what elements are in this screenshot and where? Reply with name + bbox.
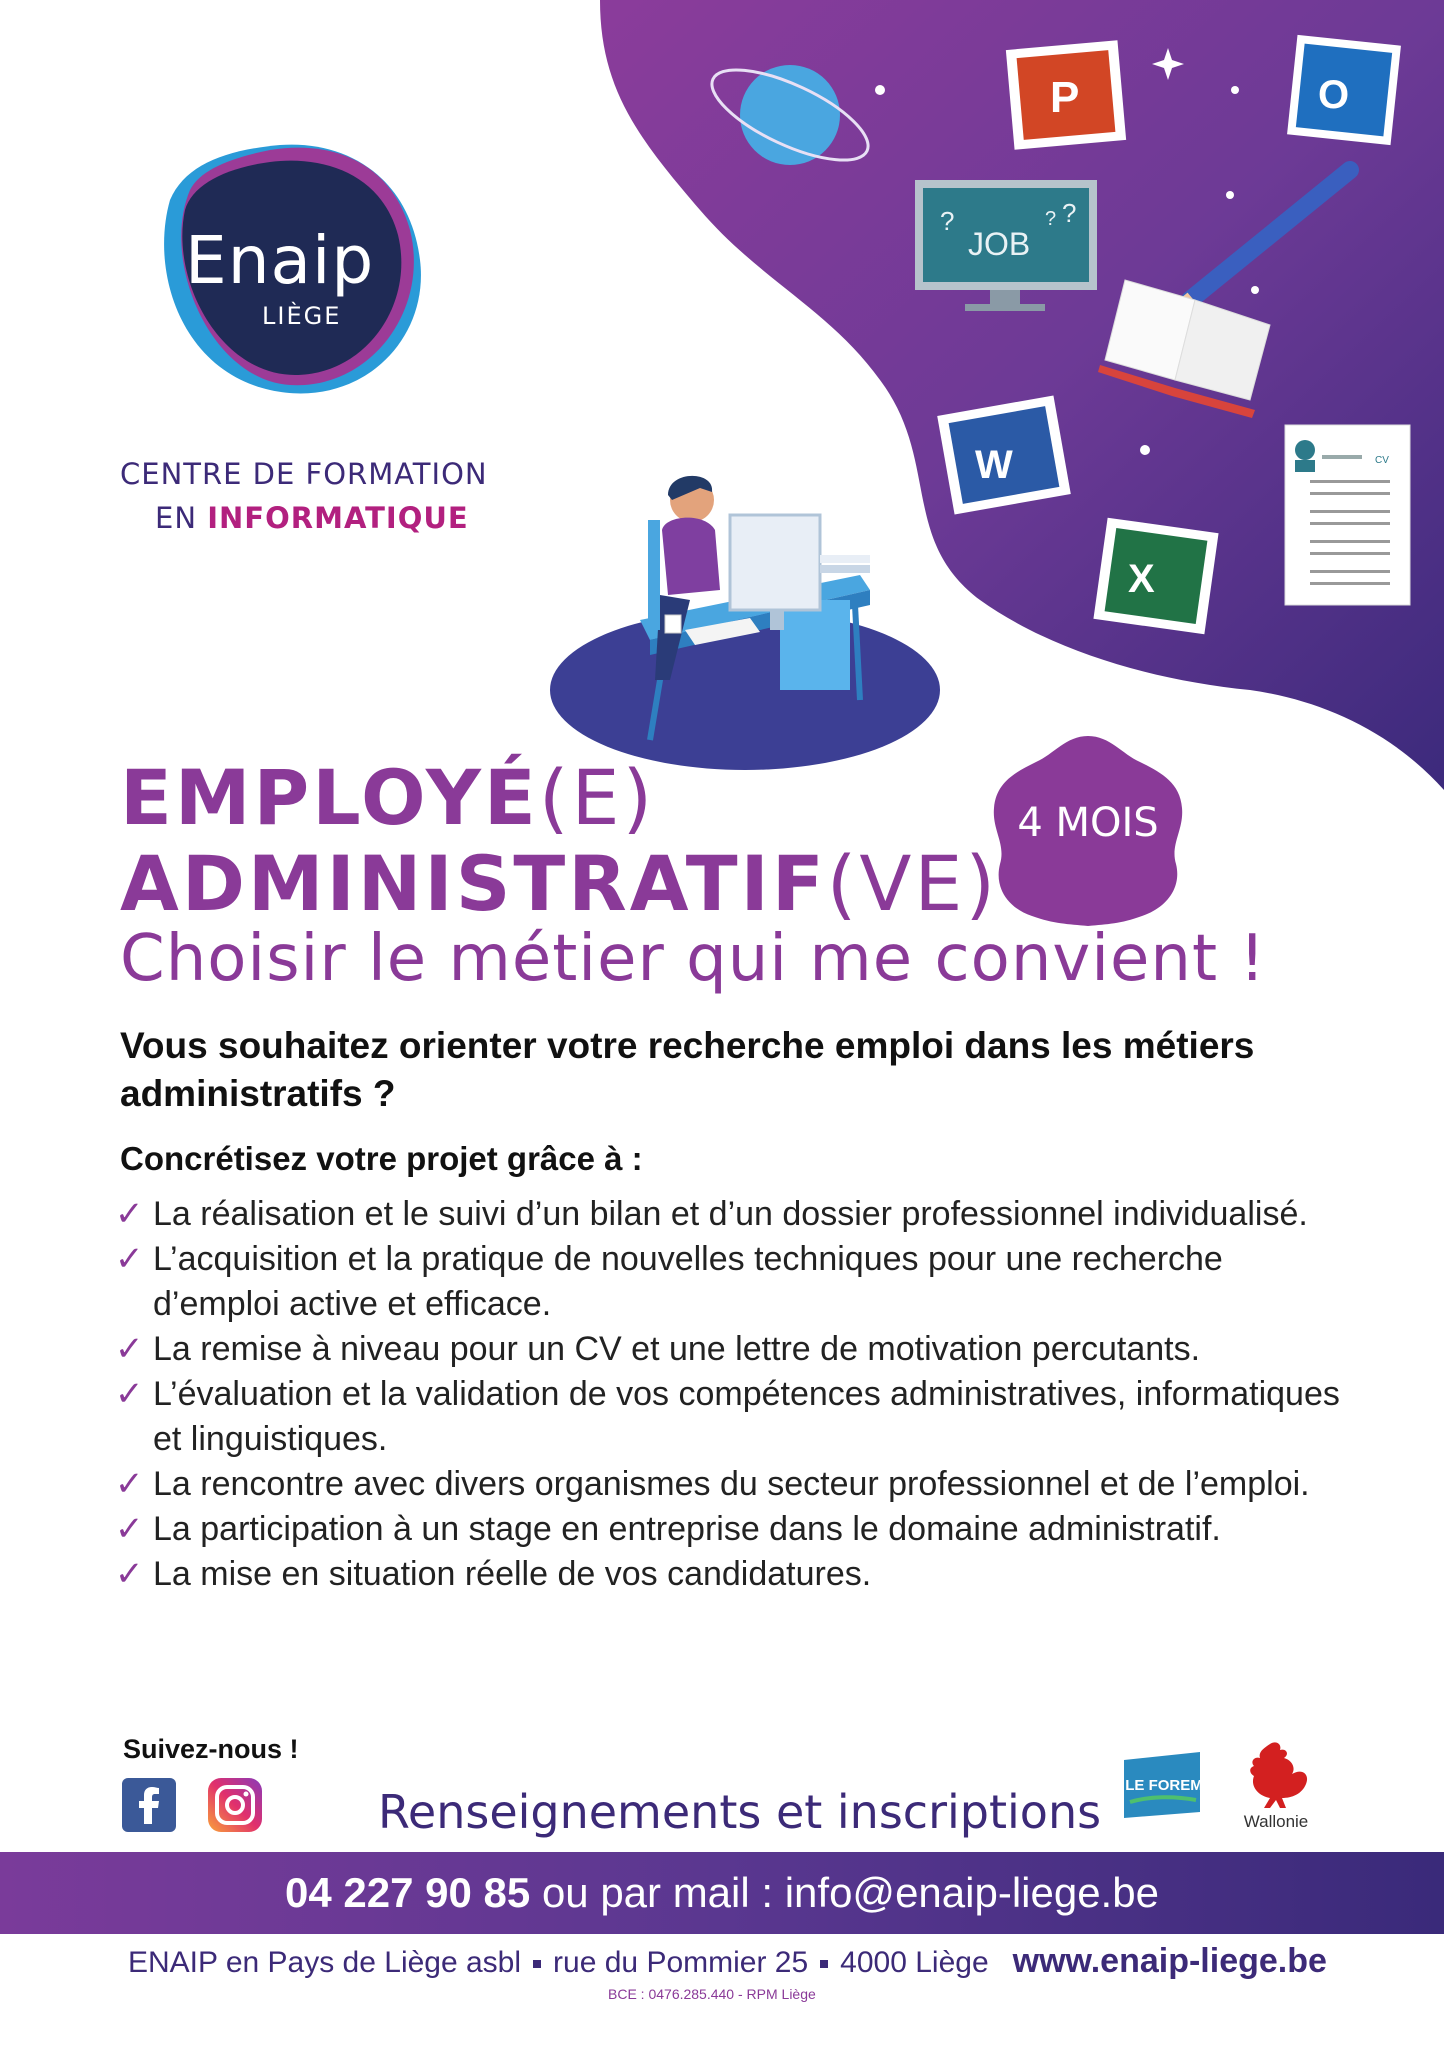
info-heading: Renseignements et inscriptions [378, 1785, 1102, 1839]
svg-text:CV: CV [1375, 455, 1389, 466]
list-item: ✓ La remise à niveau pour un CV et une lettre de motivation percutants. [115, 1327, 1355, 1372]
page-subtitle: Choisir le métier qui me convient ! [120, 922, 1267, 996]
rooster-icon [1240, 1738, 1312, 1812]
checkmark-icon: ✓ [115, 1195, 144, 1233]
duration-badge-text: 4 MOIS [1017, 800, 1159, 846]
outlook-icon [1287, 35, 1401, 145]
title-line1 [120, 755, 1069, 841]
checkmark-icon: ✓ [115, 1465, 144, 1503]
list-item: ✓ La réalisation et le suivi d’un bilan et d’un dossier professionnel individualisé. [115, 1192, 1355, 1237]
separator-dot [820, 1960, 828, 1968]
footer-org: ENAIP en Pays de Liège asbl [128, 1946, 522, 1979]
checkmark-icon: ✓ [115, 1510, 144, 1548]
person-at-desk-illustration [550, 476, 940, 770]
footer-street: rue du Pommier 25 [553, 1946, 809, 1979]
list-item: ✓ La participation à un stage en entreprise dans le domaine administratif. [115, 1507, 1355, 1552]
forem-label: LE FOREM [1125, 1777, 1203, 1794]
footer-address [128, 1942, 1327, 1981]
list-item: ✓ La mise en situation réelle de vos candidatures. [115, 1552, 1355, 1597]
svg-text:?: ? [940, 206, 955, 236]
logo-city: LIÈGE [262, 302, 342, 330]
intro-question: Vous souhaitez orienter votre recherche emploi dans les métiers administratifs ? [120, 1025, 1255, 1114]
word-icon [937, 396, 1071, 515]
bce-number: BCE : 0476.285.440 - RPM Liège [608, 1986, 816, 2002]
logo-wordmark: Enaip [185, 222, 375, 299]
title-line1-suffix: (E) [538, 753, 656, 842]
follow-us-label: Suivez-nous ! [123, 1734, 299, 1764]
checkmark-icon: ✓ [115, 1555, 144, 1593]
svg-text:W: W [975, 443, 1013, 487]
phone-number[interactable]: 04 227 90 85 [285, 1869, 531, 1916]
svg-text:X: X [1128, 557, 1155, 601]
svg-text:O: O [1318, 73, 1350, 117]
wallonie-label: Wallonie [1243, 1812, 1309, 1831]
list-item: ✓ L’acquisition et la pratique de nouvelles techniques pour une recherche d’emploi active et efficace. [115, 1237, 1355, 1327]
separator-dot [533, 1960, 541, 1968]
cv-document-icon [1285, 425, 1410, 605]
tagline-accent: INFORMATIQUE [207, 501, 469, 535]
list-item: ✓ L’évaluation et la validation de vos compétences administratives, informatiques et linguistiques. [115, 1372, 1355, 1462]
instagram-icon[interactable] [208, 1778, 262, 1832]
logo-tagline [120, 452, 488, 540]
title-line2-suffix: (VE) ? [826, 839, 1069, 928]
tagline-prefix: EN [155, 501, 198, 535]
page-title [120, 755, 1069, 927]
checkmark-icon: ✓ [115, 1240, 144, 1278]
svg-text:JOB: JOB [968, 226, 1031, 262]
checkmark-icon: ✓ [115, 1330, 144, 1368]
benefits-list [115, 1192, 1355, 1597]
email-link[interactable]: info@enaip-liege.be [784, 1869, 1159, 1916]
tagline-line2 [120, 496, 488, 540]
svg-text:?: ? [1045, 208, 1057, 230]
tagline-line1: CENTRE DE FORMATION [120, 457, 488, 491]
website-link[interactable]: www.enaip-liege.be [1012, 1942, 1327, 1980]
powerpoint-icon [1006, 40, 1126, 149]
svg-text:P: P [1050, 73, 1080, 122]
title-line2 [120, 841, 1069, 927]
svg-text:?: ? [1062, 198, 1077, 228]
facebook-icon[interactable] [122, 1778, 176, 1832]
list-item: ✓ La rencontre avec divers organismes du secteur professionnel et de l’emploi. [115, 1462, 1355, 1507]
excel-icon [1093, 518, 1218, 635]
title-line1-main: EMPLOYÉ [120, 753, 539, 842]
contact-middle-text: ou par mail : [541, 1869, 774, 1916]
list-title: Concrétisez votre projet grâce à : [120, 1140, 643, 1177]
checkmark-icon: ✓ [115, 1375, 144, 1413]
footer-city: 4000 Liège [840, 1946, 989, 1979]
contact-bar [0, 1852, 1444, 1934]
title-line2-main: ADMINISTRATIF [120, 839, 827, 928]
